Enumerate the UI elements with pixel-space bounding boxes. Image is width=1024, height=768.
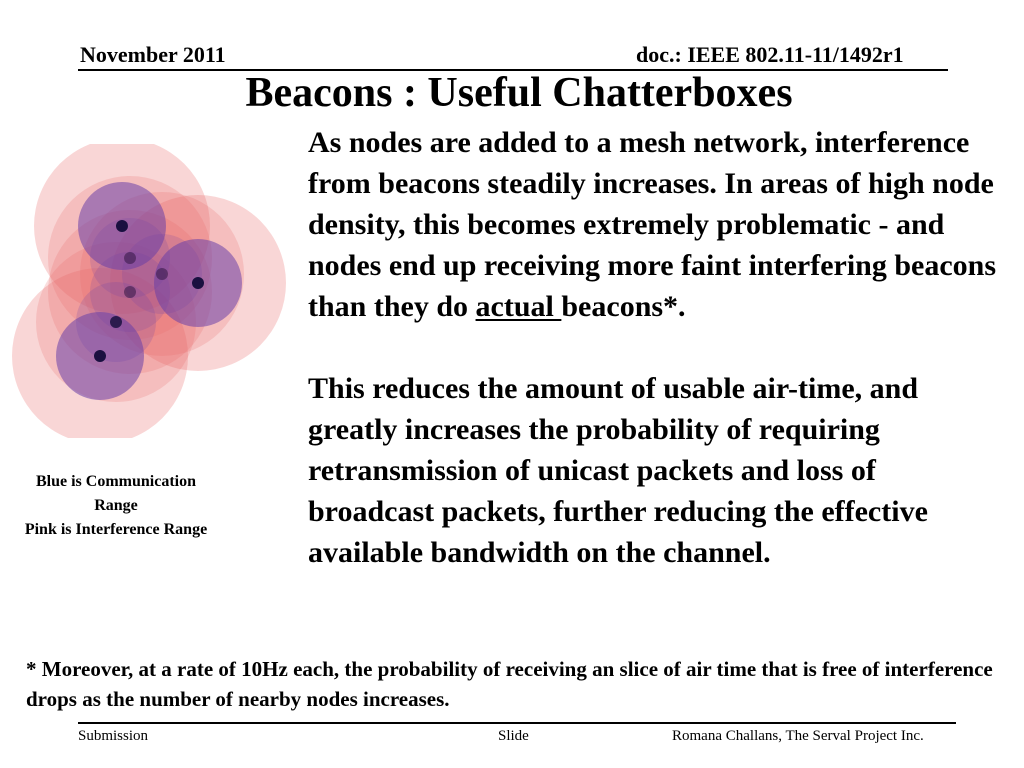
body-paragraph-1 — [308, 122, 1008, 327]
legend-interference: Pink is Interference Range — [24, 521, 208, 538]
footer-slide: Slide — [498, 728, 529, 744]
slide-body — [308, 122, 1008, 573]
footnote: * Moreover, at a rate of 10Hz each, the probability of receiving an slice of air time that is free of interference drops as the number of nearby nodes increases. — [26, 657, 993, 711]
header-doc-id: doc.: IEEE 802.11-11/1492r1 — [636, 42, 904, 67]
node-5 — [156, 268, 168, 280]
para1-text: As nodes are added to a mesh network, interference from beacons steadily increases. In areas of high node density, this becomes extremely problematic - and nodes end up receiving more faint interfering beacons than they do — [308, 126, 997, 323]
header-date: November 2011 — [80, 42, 226, 67]
footer-submission: Submission — [78, 728, 149, 744]
legend-communication-cont: Range — [94, 497, 138, 514]
para1-end: beacons*. — [561, 290, 686, 323]
node-6 — [124, 286, 136, 298]
node-2 — [192, 277, 204, 289]
underlined-actual: actual — [475, 290, 562, 323]
footer-divider — [78, 722, 956, 724]
beacon-range-diagram — [0, 138, 300, 438]
node-3 — [94, 350, 106, 362]
diagram-legend — [0, 470, 232, 542]
node-7 — [110, 316, 122, 328]
node-1 — [116, 220, 128, 232]
legend-communication: Blue is Communication — [35, 473, 196, 490]
body-paragraph-2: This reduces the amount of usable air-time, and greatly increases the probability of requiring retransmission of unicast packets and loss of broadcast packets, further reducing the effective available bandwidth on the channel. — [308, 372, 928, 569]
node-4 — [124, 252, 136, 264]
footer-author: Romana Challans, The Serval Project Inc. — [672, 728, 924, 744]
slide-title: Beacons : Useful Chatterboxes — [245, 70, 793, 116]
